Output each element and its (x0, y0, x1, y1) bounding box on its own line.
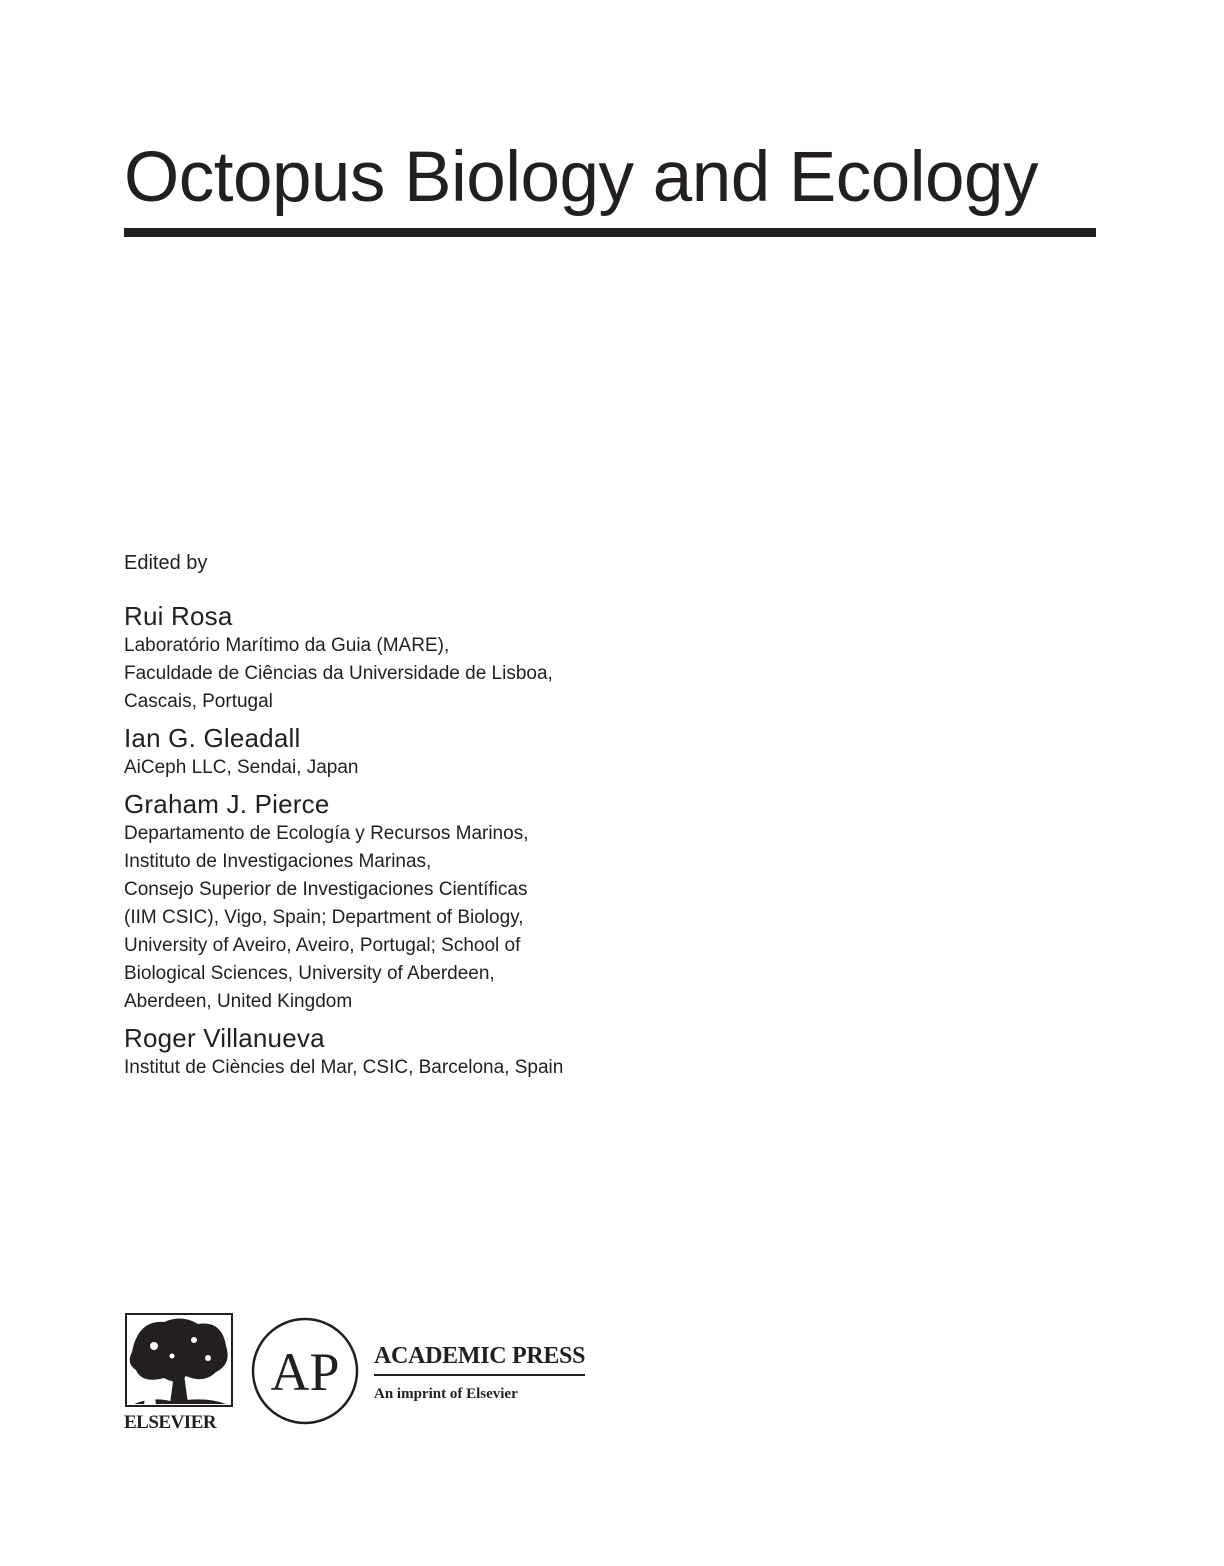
editor-ian-gleadall (124, 722, 684, 782)
affiliation-line: Laboratório Marítimo da Guia (MARE), (124, 635, 450, 656)
affiliation-line: Consejo Superior de Investigaciones Científicas (124, 879, 528, 900)
affiliation-line: Biological Sciences, University of Aberdeen, (124, 963, 495, 984)
affiliation-line: Faculdade de Ciências da Universidade de Lisboa, (124, 663, 553, 684)
publisher-logos (124, 1312, 624, 1442)
edited-by-label: Edited by (124, 552, 208, 574)
book-title: Octopus Biology and Ecology (124, 138, 1039, 217)
academic-press-text (374, 1342, 585, 1406)
affiliation-line: University of Aveiro, Aveiro, Portugal; School of (124, 935, 521, 956)
title-underline (124, 228, 1096, 237)
affiliation-line: Institut de Ciències del Mar, CSIC, Barcelona, Spain (124, 1057, 564, 1078)
editor-graham-pierce (124, 788, 684, 1016)
editor-list (124, 600, 684, 1088)
affiliation-line: (IIM CSIC), Vigo, Spain; Department of Biology, (124, 907, 524, 928)
publisher-name: ACADEMIC PRESS (374, 1342, 585, 1376)
editor-name: Graham J. Pierce (124, 789, 330, 819)
editor-name: Rui Rosa (124, 601, 233, 631)
affiliation-line: AiCeph LLC, Sendai, Japan (124, 757, 359, 778)
affiliation-line: Aberdeen, United Kingdom (124, 991, 353, 1012)
editor-name: Roger Villanueva (124, 1023, 325, 1053)
affiliation-line: Instituto de Investigaciones Marinas, (124, 851, 432, 872)
academic-press-ap-logo (250, 1316, 360, 1426)
editor-rui-rosa (124, 600, 684, 716)
affiliation-line: Departamento de Ecología y Recursos Marinos, (124, 823, 529, 844)
editor-roger-villanueva (124, 1022, 684, 1082)
affiliation-line: Cascais, Portugal (124, 691, 273, 712)
ap-monogram: AP (270, 1342, 340, 1402)
editor-name: Ian G. Gleadall (124, 723, 301, 753)
elsevier-wordmark: ELSEVIER (124, 1412, 217, 1433)
publisher-imprint: An imprint of Elsevier (374, 1386, 518, 1402)
